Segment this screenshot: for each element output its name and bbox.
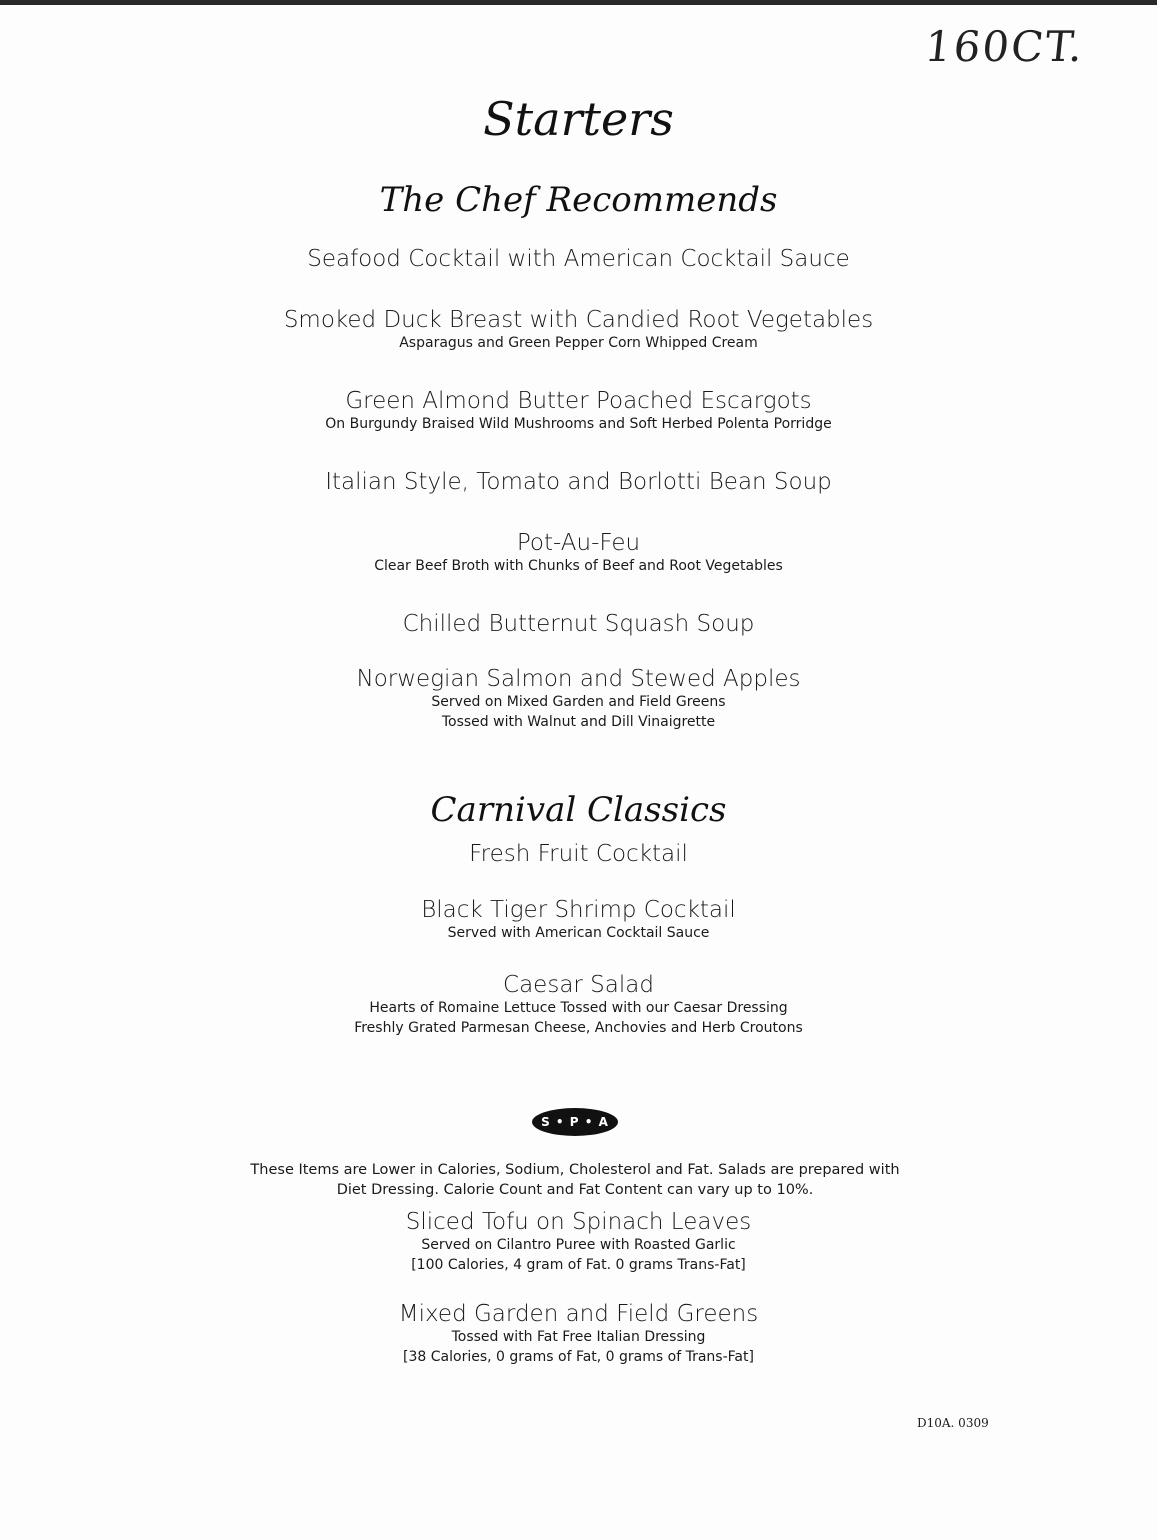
menu-item	[0, 1209, 1157, 1275]
page-title: Starters	[483, 92, 674, 146]
item-name: Mixed Garden and Field Greens	[398, 1301, 759, 1327]
item-desc: [100 Calories, 4 gram of Fat. 0 grams Trans-Fat]	[411, 1257, 746, 1273]
item-name: Pot-Au-Feu	[516, 530, 641, 556]
item-desc: Tossed with Fat Free Italian Dressing	[451, 1329, 706, 1345]
item-desc: [38 Calories, 0 grams of Fat, 0 grams of Trans-Fat]	[403, 1349, 754, 1365]
handwritten-note: 160CT.	[922, 22, 1088, 71]
menu-item	[0, 666, 1157, 732]
item-desc: Served with American Cocktail Sauce	[447, 925, 710, 941]
item-name: Black Tiger Shrimp Cocktail	[421, 897, 736, 923]
spa-note: These Items are Lower in Calories, Sodium, Cholesterol and Fat. Salads are prepared with Diet Dressing. Calorie Count and Fat Content can vary up to 10%.	[250, 1162, 900, 1198]
item-name: Green Almond Butter Poached Escargots	[345, 388, 812, 414]
spa-logo: S • P • A	[532, 1108, 618, 1136]
item-desc: Clear Beef Broth with Chunks of Beef and Root Vegetables	[374, 558, 783, 574]
document-code: D10A. 0309	[917, 1416, 989, 1430]
item-name: Smoked Duck Breast with Candied Root Vegetables	[283, 307, 874, 333]
item-name: Fresh Fruit Cocktail	[469, 841, 688, 867]
item-desc: Asparagus and Green Pepper Corn Whipped Cream	[399, 335, 758, 351]
menu-item	[0, 972, 1157, 1038]
item-name: Caesar Salad	[503, 972, 654, 998]
top-border	[0, 0, 1157, 5]
item-name: Seafood Cocktail with American Cocktail Sauce	[307, 246, 850, 272]
item-name: Italian Style, Tomato and Borlotti Bean Soup	[325, 469, 832, 495]
item-desc: Served on Mixed Garden and Field Greens	[431, 694, 726, 710]
menu-item	[0, 897, 1157, 943]
item-name: Norwegian Salmon and Stewed Apples	[356, 666, 801, 692]
menu-item	[0, 611, 1157, 637]
menu-item	[0, 469, 1157, 495]
item-desc: Freshly Grated Parmesan Cheese, Anchovies and Herb Croutons	[354, 1020, 803, 1036]
menu-item	[0, 307, 1157, 353]
item-name: Sliced Tofu on Spinach Leaves	[405, 1209, 752, 1235]
section-title-chef: The Chef Recommends	[379, 180, 778, 220]
menu-item	[0, 1301, 1157, 1367]
menu-item	[0, 841, 1157, 867]
section-title-classics: Carnival Classics	[430, 790, 727, 830]
menu-item	[0, 388, 1157, 434]
menu-item	[0, 530, 1157, 576]
item-name: Chilled Butternut Squash Soup	[402, 611, 755, 637]
item-desc: On Burgundy Braised Wild Mushrooms and Soft Herbed Polenta Porridge	[325, 416, 832, 432]
item-desc: Hearts of Romaine Lettuce Tossed with our Caesar Dressing	[369, 1000, 788, 1016]
item-desc: Served on Cilantro Puree with Roasted Garlic	[421, 1237, 736, 1253]
menu-item	[0, 246, 1157, 272]
item-desc: Tossed with Walnut and Dill Vinaigrette	[441, 714, 716, 730]
